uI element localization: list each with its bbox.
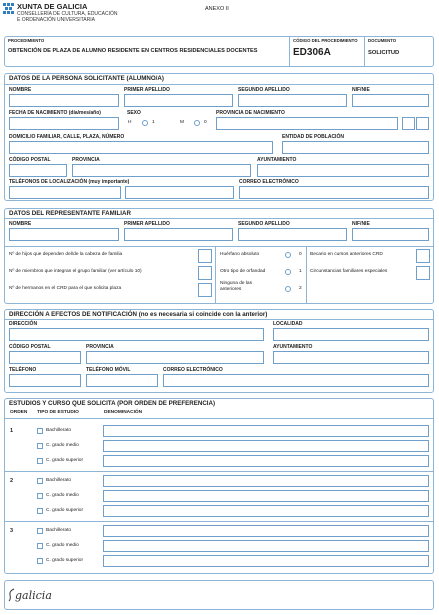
study-row-1-orden: 1 xyxy=(10,428,14,434)
applicant-telefonos-label: TELÉFONOS DE LOCALIZACIÓN (muy importante) xyxy=(9,179,130,185)
procedure-divider-2 xyxy=(364,36,365,67)
applicant-domicilio-label: DOMICILIO FAMILIAR, CALLE, PLAZA, NÚMERO xyxy=(9,134,125,140)
applicant-extra-field-2[interactable] xyxy=(416,117,429,130)
rep-hermanos-label: Nº de hermanos en el CRD para el que solicita plaza xyxy=(9,286,122,291)
procedure-divider-1 xyxy=(289,36,290,67)
notif-direccion-field[interactable] xyxy=(9,328,264,341)
study-row-1-opt-3-checkbox[interactable] xyxy=(37,458,43,464)
applicant-provincia-field[interactable] xyxy=(72,164,251,177)
study-row-1-opt-3-label: C. grado superior xyxy=(46,458,84,463)
notif-provincia-label: PROVINCIA xyxy=(86,344,114,350)
study-row-2-opt-1-field[interactable] xyxy=(103,475,429,487)
study-row-3-orden: 3 xyxy=(10,528,14,534)
notification-section-rule xyxy=(4,319,434,320)
applicant-domicilio-field[interactable] xyxy=(9,141,273,154)
rep-miembros-field[interactable] xyxy=(198,266,212,280)
applicant-telefono-1-field[interactable] xyxy=(9,186,121,199)
procedure-code: ED306A xyxy=(293,47,331,58)
study-row-3-opt-2-checkbox[interactable] xyxy=(37,543,43,549)
applicant-provincia-nacimiento-field[interactable] xyxy=(216,117,398,130)
org-name: XUNTA DE GALICIA xyxy=(17,2,88,11)
study-row-1-opt-1-checkbox[interactable] xyxy=(37,428,43,434)
rep-grid-top xyxy=(4,246,434,247)
notif-cp-label: CÓDIGO POSTAL xyxy=(9,344,51,350)
notif-ayuntamiento-label: AYUNTAMIENTO xyxy=(273,344,313,350)
notification-section-title: DIRECCIÓN A EFECTOS DE NOTIFICACIÓN (no es necesaria si coincide con la anterior) xyxy=(9,311,268,318)
applicant-extra-field-1[interactable] xyxy=(402,117,415,130)
applicant-provincia-label: PROVINCIA xyxy=(72,157,100,163)
otro-orfandad-value: 1 xyxy=(299,269,302,274)
applicant-cp-label: CÓDIGO POSTAL xyxy=(9,157,51,163)
rep-primer-apellido-label: PRIMER APELLIDO xyxy=(124,221,170,227)
study-row-3-opt-3-checkbox[interactable] xyxy=(37,558,43,564)
study-row-1-opt-3-field[interactable] xyxy=(103,455,429,467)
applicant-correo-label: CORREO ELECTRÓNICO xyxy=(239,179,299,185)
sexo-m-label: M xyxy=(180,120,184,125)
sexo-m-value: 0 xyxy=(204,120,207,125)
study-row-2-opt-2-field[interactable] xyxy=(103,490,429,502)
rep-becario-field[interactable] xyxy=(416,249,430,263)
sexo-h-radio[interactable] xyxy=(142,120,148,126)
notif-correo-field[interactable] xyxy=(163,374,429,387)
rep-miembros-label: Nº de miembros que integran el grupo familiar (ver artículo 10) xyxy=(9,269,142,274)
applicant-entidad-field[interactable] xyxy=(282,141,429,154)
rep-segundo-apellido-field[interactable] xyxy=(238,228,347,241)
procedure-label: PROCEDIMIENTO xyxy=(8,38,45,43)
applicant-ayuntamiento-label: AYUNTAMIENTO xyxy=(257,157,297,163)
study-row-2-opt-1-checkbox[interactable] xyxy=(37,478,43,484)
study-row-2-opt-2-label: C. grado medio xyxy=(46,493,79,498)
applicant-sexo-label: SEXO xyxy=(127,110,141,116)
rep-nif-label: NIF/NIE xyxy=(352,221,370,227)
study-row-2-rule xyxy=(4,521,434,522)
otro-orfandad-label: Otro tipo de orfandad xyxy=(220,269,266,274)
study-row-3-opt-1-checkbox[interactable] xyxy=(37,528,43,534)
applicant-section-title: DATOS DE LA PERSONA SOLICITANTE (ALUMNO/A) xyxy=(9,75,164,82)
footer-box xyxy=(4,580,434,610)
study-row-1-rule xyxy=(4,471,434,472)
applicant-telefono-2-field[interactable] xyxy=(125,186,234,199)
study-row-3-opt-2-label: C. grado medio xyxy=(46,543,79,548)
applicant-nombre-label: NOMBRE xyxy=(9,87,32,93)
huerfano-absoluto-radio[interactable] xyxy=(285,252,291,258)
applicant-entidad-label: ENTIDAD DE POBLACIÓN xyxy=(282,134,344,140)
studies-col-orden: ORDEN xyxy=(10,410,28,415)
study-row-3-opt-1-label: Bachillerato xyxy=(46,528,72,533)
applicant-nif-label: NIF/NIE xyxy=(352,87,370,93)
org-dept-line1: CONSELLERÍA DE CULTURA, EDUCACIÓN xyxy=(17,11,118,17)
applicant-segundo-apellido-field[interactable] xyxy=(238,94,347,107)
notif-provincia-field[interactable] xyxy=(86,351,264,364)
applicant-nif-field[interactable] xyxy=(352,94,429,107)
representative-section-rule xyxy=(4,218,434,219)
applicant-fecha-label: FECHA DE NACIMIENTO (día/mes/año) xyxy=(9,110,101,116)
org-dept-line2: E ORDENACIÓN UNIVERSITARIA xyxy=(17,17,95,23)
studies-col-denominacion: DENOMINACIÓN xyxy=(104,410,143,415)
notif-direccion-label: DIRECCIÓN xyxy=(9,321,38,327)
study-row-2-orden: 2 xyxy=(10,478,14,484)
huerfano-absoluto-label: Huérfano absoluto xyxy=(220,252,260,257)
document-label: DOCUMENTO xyxy=(368,38,397,43)
rep-circunstancias-field[interactable] xyxy=(416,266,430,280)
ninguna-orfandad-label: Ninguna de las anteriores xyxy=(220,281,253,292)
rep-hijos-field[interactable] xyxy=(198,249,212,263)
study-row-3-opt-3-field[interactable] xyxy=(103,555,429,567)
applicant-nombre-field[interactable] xyxy=(9,94,119,107)
rep-nombre-field[interactable] xyxy=(9,228,119,241)
study-row-1-opt-2-label: C. grado medio xyxy=(46,443,79,448)
rep-becario-label: Becario en cursos anteriores CRD xyxy=(310,252,383,257)
study-row-2-opt-3-checkbox[interactable] xyxy=(37,508,43,514)
procedure-code-label: CÓDIGO DEL PROCEDIMIENTO xyxy=(293,38,358,43)
applicant-segundo-apellido-label: SEGUNDO APELLIDO xyxy=(238,87,290,93)
notif-correo-label: CORREO ELECTRÓNICO xyxy=(163,367,223,373)
notif-movil-label: TELÉFONO MÓVIL xyxy=(86,367,131,373)
applicant-correo-field[interactable] xyxy=(239,186,429,199)
applicant-ayuntamiento-field[interactable] xyxy=(257,164,429,177)
studies-header-rule xyxy=(4,418,434,419)
study-row-3-opt-2-field[interactable] xyxy=(103,540,429,552)
rep-hijos-label: Nº de hijos que dependen del/de la cabeza de familia xyxy=(9,252,123,257)
study-row-2-opt-3-field[interactable] xyxy=(103,505,429,517)
annex-label: ANEXO II xyxy=(205,6,229,12)
rep-circunstancias-label: Circunstancias familiares especiales xyxy=(310,269,388,274)
study-row-1-opt-1-label: Bachillerato xyxy=(46,428,72,433)
study-row-2-opt-3-label: C. grado superior xyxy=(46,508,84,513)
document-value: SOLICITUD xyxy=(368,50,400,56)
otro-orfandad-radio[interactable] xyxy=(285,269,291,275)
rep-nif-field[interactable] xyxy=(352,228,429,241)
procedure-title: OBTENCIÓN DE PLAZA DE ALUMNO RESIDENTE EN CENTROS RESIDENCIALES DOCENTES xyxy=(8,48,258,54)
ninguna-orfandad-value: 2 xyxy=(299,286,302,291)
notif-telefono-field[interactable] xyxy=(9,374,81,387)
sexo-h-label: H xyxy=(128,120,132,125)
notif-localidad-label: LOCALIDAD xyxy=(273,321,303,327)
notif-localidad-field[interactable] xyxy=(273,328,429,341)
sexo-h-value: 1 xyxy=(152,120,155,125)
rep-hermanos-field[interactable] xyxy=(198,283,212,297)
rep-segundo-apellido-label: SEGUNDO APELLIDO xyxy=(238,221,290,227)
applicant-section-rule xyxy=(4,84,434,85)
studies-section-title: ESTUDIOS Y CURSO QUE SOLICITA (POR ORDEN DE PREFERENCIA) xyxy=(9,400,216,407)
studies-col-tipo: TIPO DE ESTUDIO xyxy=(37,410,79,415)
rep-nombre-label: NOMBRE xyxy=(9,221,32,227)
study-row-2-opt-1-label: Bachillerato xyxy=(46,478,72,483)
notif-movil-field[interactable] xyxy=(86,374,158,387)
notif-ayuntamiento-field[interactable] xyxy=(273,351,429,364)
ninguna-orfandad-radio[interactable] xyxy=(285,286,291,292)
sexo-m-radio[interactable] xyxy=(194,120,200,126)
applicant-provincia-nacimiento-label: PROVINCIA DE NACIMIENTO xyxy=(216,110,285,116)
study-row-2-opt-2-checkbox[interactable] xyxy=(37,493,43,499)
study-row-3-opt-3-label: C. grado superior xyxy=(46,558,84,563)
study-row-1-opt-1-field[interactable] xyxy=(103,425,429,437)
rep-grid-div-2 xyxy=(306,246,307,304)
applicant-cp-field[interactable] xyxy=(9,164,67,177)
study-row-3-opt-1-field[interactable] xyxy=(103,525,429,537)
study-row-1-opt-2-field[interactable] xyxy=(103,440,429,452)
applicant-fecha-field[interactable] xyxy=(9,117,119,130)
applicant-primer-apellido-label: PRIMER APELLIDO xyxy=(124,87,170,93)
notif-cp-field[interactable] xyxy=(9,351,81,364)
representative-section-title: DATOS DEL REPRESENTANTE FAMILIAR xyxy=(9,210,131,217)
rep-grid-div-1 xyxy=(215,246,216,304)
study-row-1-opt-2-checkbox[interactable] xyxy=(37,443,43,449)
notif-telefono-label: TELÉFONO xyxy=(9,367,37,373)
xunta-logo-icon xyxy=(3,3,14,14)
applicant-primer-apellido-field[interactable] xyxy=(124,94,233,107)
rep-primer-apellido-field[interactable] xyxy=(124,228,233,241)
huerfano-absoluto-value: 0 xyxy=(299,252,302,257)
galicia-logo-text: galicia xyxy=(15,589,52,602)
